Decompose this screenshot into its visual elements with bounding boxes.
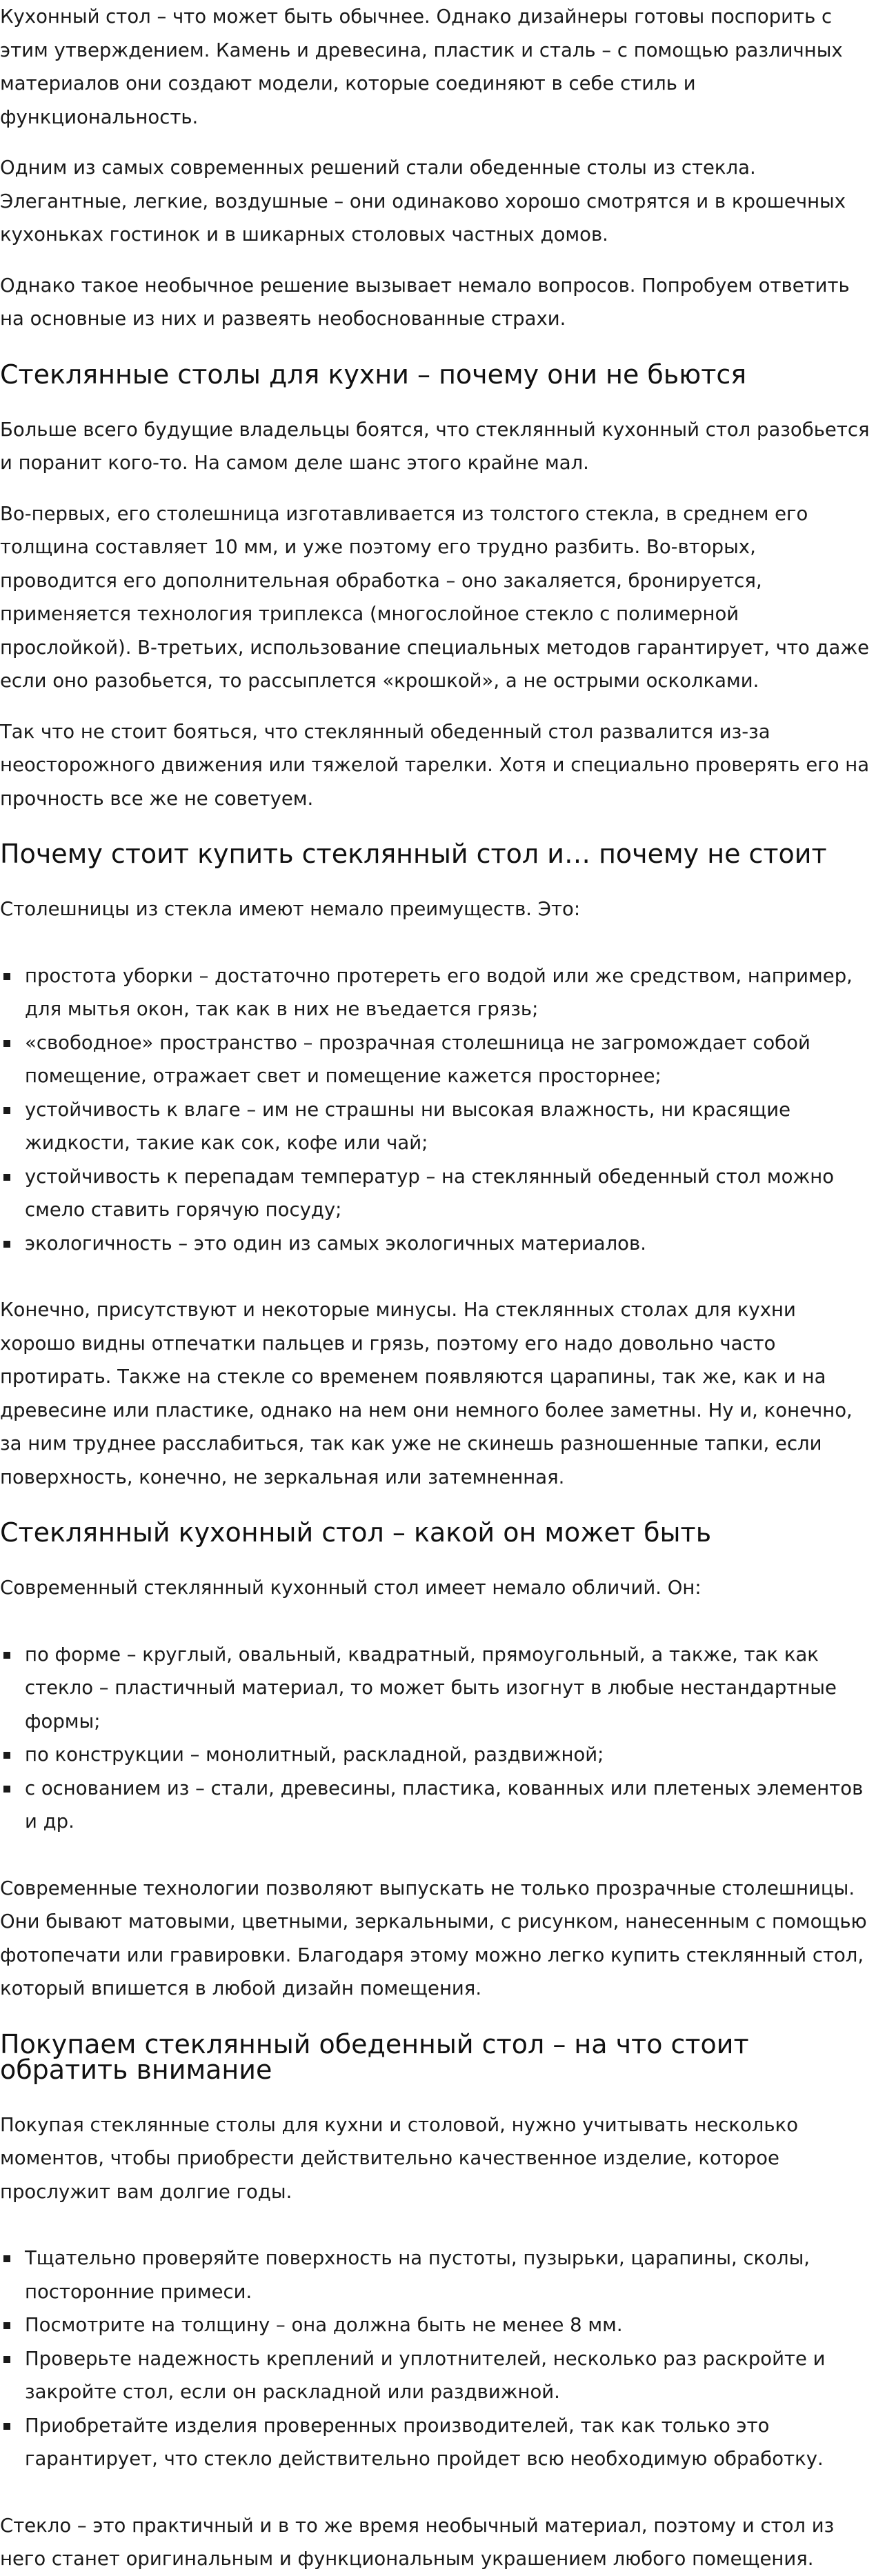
list-item: с основанием из – стали, древесины, пластика, кованных или плетеных элементов и др. [0,1772,872,1839]
buying-tips-list [0,2241,872,2476]
list-item: по форме – круглый, овальный, квадратный, прямоугольный, а также, так как стекло – пластичный материал, то может быть изогнут в любые нестандартные формы; [0,1638,872,1739]
list-item: Проверьте надежность креплений и уплотнителей, несколько раз раскройте и закройте стол, если он раскладной или раздвижной. [0,2342,872,2409]
list-item: простота уборки – достаточно протереть его водой или же средством, например, для мытья окон, так как в них не въедается грязь; [0,959,872,1026]
section3-lead: Современный стеклянный кухонный стол имеет немало обличий. Он: [0,1577,701,1599]
section2-lead: Столешницы из стекла имеют немало преимуществ. Это: [0,898,581,920]
section1-paragraph-2: Во-первых, его столешница изготавливается из толстого стекла, в среднем его толщина составляет 10 мм, и уже поэтому его трудно разбить. Во-вторых, проводится его дополнительная обработка – оно закаляется, бронируется, применяется технология триплекса (многослойное стекло с полимерной прослойкой). В-третьих, использование специальных методов гарантирует, что даже если оно разобьется, то рассыплется «крошкой», а не острыми осколками. [0,502,870,692]
list-item: Приобретайте изделия проверенных производителей, так как только это гарантирует, что стекло действительно пройдет всю необходимую обработку. [0,2409,872,2476]
section1-paragraph-1: Больше всего будущие владельцы боятся, что стеклянный кухонный стол разобьется и поранит кого-то. На самом деле шанс этого крайне мал. [0,418,870,474]
list-item: «свободное» пространство – прозрачная столешница не загромождает собой помещение, отражает свет и помещение кажется просторнее; [0,1026,872,1093]
list-item: Тщательно проверяйте поверхность на пустоты, пузырьки, царапины, сколы, посторонние примеси. [0,2241,872,2308]
list-item: устойчивость к влаге – им не страшны ни высокая влажность, ни красящие жидкости, такие как сок, кофе или чай; [0,1093,872,1160]
list-item: устойчивость к перепадам температур – на стеклянный обеденный стол можно смело ставить горячую посуду; [0,1160,872,1227]
section1-paragraph-3: Так что не стоит бояться, что стеклянный обеденный стол развалится из-за неосторожного движения или тяжелой тарелки. Хотя и специально проверять его на прочность все же не советуем. [0,720,870,810]
section-heading-pros-cons: Почему стоит купить стеклянный стол и… почему не стоит [0,839,827,869]
section4-after: Стекло – это практичный и в то же время необычный материал, поэтому и стол из него станет оригинальным и функциональным украшением любого помещения. [0,2514,835,2570]
list-item: Посмотрите на толщину – она должна быть не менее 8 мм. [0,2308,872,2342]
types-list [0,1638,872,1839]
intro-paragraph-3: Однако такое необычное решение вызывает немало вопросов. Попробуем ответить на основные из них и развеять необоснованные страхи. [0,274,850,330]
intro-paragraph-1: Кухонный стол – что может быть обычнее. Однако дизайнеры готовы поспорить с этим утверждением. Камень и древесина, пластик и сталь – с помощью различных материалов они создают модели, которые соединяют в себе стиль и функциональность. [0,6,843,128]
advantages-list [0,959,872,1261]
list-item: по конструкции – монолитный, раскладной, раздвижной; [0,1738,872,1772]
section3-after: Современные технологии позволяют выпускать не только прозрачные столешницы. Они бывают матовыми, цветными, зеркальными, с рисунком, нанесенным с помощью фотопечати или гравировки. Благодаря этому можно легко купить стеклянный стол, который впишется в любой дизайн помещения. [0,1877,867,1999]
section-heading-buying-tips: Покупаем стеклянный обеденный стол – на что стоит обратить внимание [0,2028,749,2085]
section2-after: Конечно, присутствуют и некоторые минусы. На стеклянных столах для кухни хорошо видны отпечатки пальцев и грязь, поэтому его надо довольно часто протирать. Также на стекле со временем появляются царапины, так же, как и на древесине или пластике, однако на нем они немного более заметны. Ну и, конечно, за ним труднее расслабиться, так как уже не скинешь разношенные тапки, если поверхность, конечно, не зеркальная или затемненная. [0,1299,853,1488]
list-item: экологичность – это один из самых экологичных материалов. [0,1227,872,1261]
section4-lead: Покупая стеклянные столы для кухни и столовой, нужно учитывать несколько моментов, чтобы приобрести действительно качественное изделие, которое прослужит вам долгие годы. [0,2113,799,2203]
section-heading-table-types: Стеклянный кухонный стол – какой он может быть [0,1517,712,1548]
intro-paragraph-2: Одним из самых современных решений стали обеденные столы из стекла. Элегантные, легкие, воздушные – они одинаково хорошо смотрятся и в крошечных кухоньках гостинок и в шикарных столовых частных домов. [0,157,846,246]
section-heading-why-not-break: Стеклянные столы для кухни – почему они не бьются [0,359,747,390]
